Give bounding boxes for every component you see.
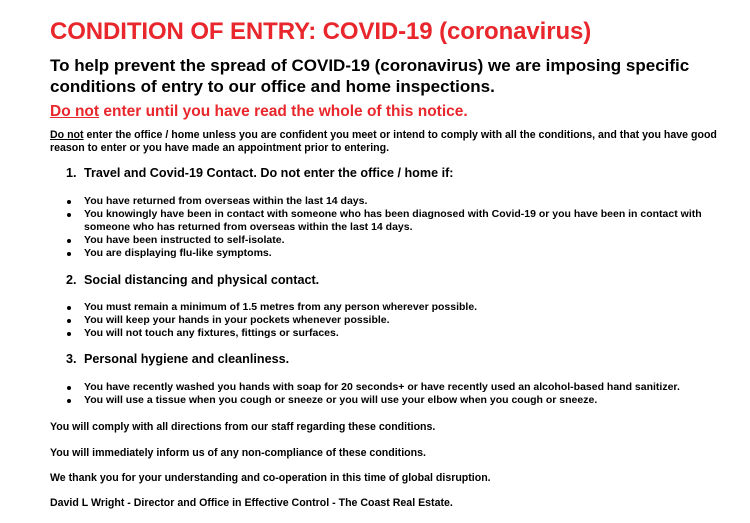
- notice-title: CONDITION OF ENTRY: COVID-19 (coronavirus): [50, 18, 592, 45]
- signature-line: David L Wright - Director and Office in Effective Control - The Coast Real Estate.: [50, 497, 453, 509]
- distancing-conditions-list: [66, 301, 716, 340]
- section-heading-travel: [66, 166, 453, 180]
- closing-compliance: You will comply with all directions from our staff regarding these conditions.: [50, 421, 436, 433]
- section-heading-distancing: [66, 273, 319, 287]
- list-item: You have been instructed to self-isolate.: [66, 234, 716, 247]
- section-heading-hygiene: [66, 352, 289, 366]
- read-warning-text: enter until you have read the whole of this notice.: [99, 103, 468, 120]
- closing-thanks: We thank you for your understanding and co-operation in this time of global disruption.: [50, 472, 491, 484]
- lead-paragraph: To help prevent the spread of COVID-19 (coronavirus) we are imposing specific conditions of entry to our office and home inspections.: [50, 56, 690, 96]
- list-item: You knowingly have been in contact with someone who has been diagnosed with Covid-19 or you have been in contact with someone who has returned from overseas within the last 14 days.: [66, 208, 716, 234]
- intro-text: enter the office / home unless you are confident you meet or intend to comply with all the conditions, and that you have good reason to enter or you have made an appointment prior to entering.: [50, 129, 717, 154]
- list-item: You have returned from overseas within the last 14 days.: [66, 195, 716, 208]
- section-heading-text: Personal hygiene and cleanliness.: [84, 352, 290, 366]
- list-item: You will keep your hands in your pockets whenever possible.: [66, 314, 716, 327]
- list-item: You must remain a minimum of 1.5 metres from any person wherever possible.: [66, 301, 716, 314]
- hygiene-conditions-list: [66, 381, 716, 407]
- closing-non-compliance: You will immediately inform us of any non-compliance of these conditions.: [50, 447, 426, 459]
- intro-emphasis: Do not: [50, 129, 84, 141]
- section-heading-text: Social distancing and physical contact.: [84, 273, 320, 287]
- list-item: You are displaying flu-like symptoms.: [66, 247, 716, 260]
- section-number: 3.: [66, 352, 77, 366]
- section-heading-text: Travel and Covid-19 Contact. Do not enter the office / home if:: [84, 166, 454, 180]
- list-item: You have recently washed you hands with soap for 20 seconds+ or have recently used an alcohol-based hand sanitizer.: [66, 381, 716, 394]
- section-number: 2.: [66, 273, 77, 287]
- read-warning: [50, 103, 468, 121]
- list-item: You will not touch any fixtures, fittings or surfaces.: [66, 327, 716, 340]
- section-number: 1.: [66, 166, 77, 180]
- travel-conditions-list: [66, 195, 716, 260]
- intro-paragraph: [50, 129, 720, 155]
- list-item: You will use a tissue when you cough or sneeze or you will use your elbow when you cough or sneeze.: [66, 394, 716, 407]
- read-warning-emphasis: Do not: [50, 103, 100, 120]
